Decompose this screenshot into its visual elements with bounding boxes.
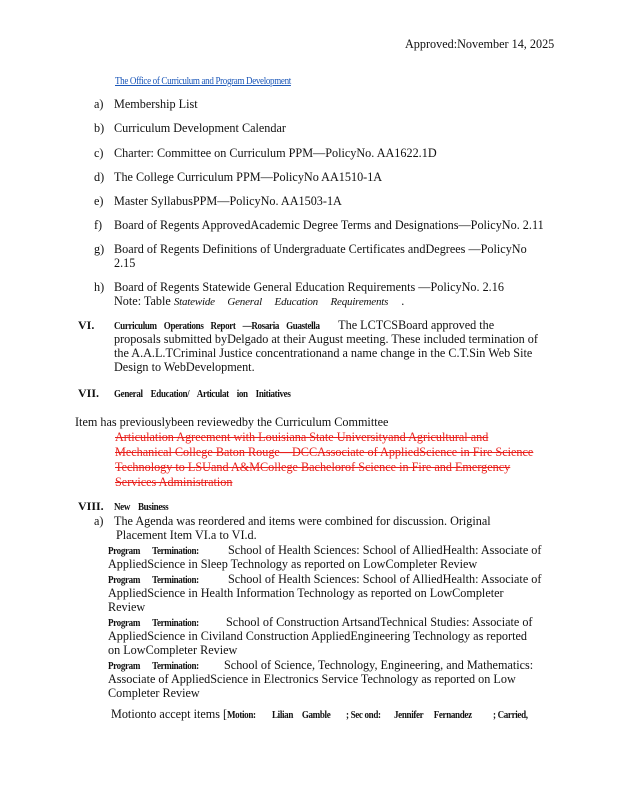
new-business-item-a-label: a)	[94, 514, 104, 528]
section-heading-line	[114, 386, 319, 402]
motion-by: Lilian Gamble	[271, 710, 330, 721]
list-text[interactable]: Membership List	[114, 97, 198, 111]
struck-text: Articulation Agreement with Louisiana State Universityand Agricultural and	[115, 430, 489, 444]
list-item	[94, 280, 504, 308]
list-item	[94, 146, 437, 160]
approval-date: Approved:November 14, 2025	[405, 37, 555, 51]
section-title: New Business	[114, 502, 169, 513]
termination-text: School of Construction ArtsandTechnical Studies: Associate of	[226, 615, 533, 629]
section-numeral: VI.	[78, 318, 95, 332]
list-label: d)	[94, 170, 105, 184]
termination-text: School of Health Sciences: School of AlliedHealth: Associate of	[228, 543, 542, 557]
section-text: proposals submitted byDelgado at their August meeting. These included termination of	[114, 332, 538, 346]
list-label: g)	[94, 242, 105, 256]
list-label: e)	[94, 194, 104, 208]
struck-text: Mechanical College Baton Rouge—DCCAssociate of AppliedScience in Fire Science	[115, 445, 534, 459]
termination-label: Program Termination:	[108, 546, 199, 557]
list-item	[94, 170, 383, 184]
list-text[interactable]: Master SyllabusPPM—PolicyNo. AA1503-1A	[114, 194, 342, 208]
second-by: Jennifer Fernandez	[393, 710, 472, 721]
office-link-text[interactable]: The Office of Curriculum and Program Development	[115, 76, 291, 87]
list-item	[94, 218, 544, 232]
note-prefix: Note: Table	[114, 294, 171, 308]
list-text-continued: 2.15	[114, 256, 136, 270]
struck-text: Services Administration	[115, 475, 233, 489]
termination-text: Completer Review	[108, 686, 200, 700]
section-text: Design to WebDevelopment.	[114, 360, 255, 374]
section-title: General Education/ Articulat ion Initiatives	[114, 389, 291, 400]
list-text[interactable]: Charter: Committee on Curriculum PPM—PolicyNo. AA1622.1D	[114, 146, 437, 160]
list-label: b)	[94, 121, 105, 135]
review-note: Item has previouslybeen reviewedby the Curriculum Committee	[75, 415, 389, 429]
office-link[interactable]	[115, 73, 320, 89]
list-text[interactable]: The College Curriculum PPM—PolicyNo AA1510-1A	[114, 170, 383, 184]
list-text[interactable]: Board of Regents ApprovedAcademic Degree Terms and Designations—PolicyNo. 2.11	[114, 218, 544, 232]
list-label: c)	[94, 146, 104, 160]
termination-text: AppliedScience in Civiland Construction AppliedEngineering Technology as reported	[108, 629, 527, 643]
termination-label: Program Termination:	[108, 661, 199, 672]
new-business-item-a-text: The Agenda was reordered and items were combined for discussion. Original	[114, 514, 491, 528]
struck-text: Technology to LSUand A&MCollege Bachelorof Science in Fire and Emergency	[115, 460, 511, 474]
list-label: a)	[94, 97, 104, 111]
section-title: Curriculum Operations Report —Rosaria Guastella	[114, 321, 320, 332]
section-heading-line	[114, 499, 177, 515]
motion-line	[111, 707, 534, 723]
termination-text: School of Science, Technology, Engineering, and Mathematics:	[224, 658, 534, 672]
section-text: The LCTCSBoard approved the	[338, 318, 495, 332]
note-table-name: Statewide General Education Requirements	[173, 296, 389, 308]
new-business-item-a-text: Placement Item VI.a to VI.d.	[116, 528, 257, 542]
termination-text: AppliedScience in Health Information Technology as reported on LowCompleter	[108, 586, 504, 600]
section-numeral: VII.	[78, 386, 100, 400]
list-item	[94, 242, 527, 270]
carried-label: ; Carried,	[493, 710, 528, 721]
termination-text: AppliedScience in Sleep Technology as reported on LowCompleter Review	[108, 557, 478, 571]
list-text[interactable]: Board of Regents Definitions of Undergraduate Certificates andDegrees —PolicyNo	[114, 242, 527, 256]
motion-lead: Motionto accept items [	[111, 707, 228, 721]
list-item	[94, 97, 198, 111]
list-text[interactable]: Board of Regents Statewide General Education Requirements —PolicyNo. 2.16	[114, 280, 504, 294]
termination-label: Program Termination:	[108, 618, 199, 629]
motion-label: Motion:	[227, 710, 256, 721]
termination-text: School of Health Sciences: School of AlliedHealth: Associate of	[228, 572, 542, 586]
list-item	[94, 121, 286, 135]
termination-label: Program Termination:	[108, 575, 199, 586]
second-label: ; Sec ond:	[346, 710, 382, 721]
note-suffix: .	[401, 294, 405, 308]
list-note	[114, 294, 404, 309]
termination-text: Associate of AppliedScience in Electronics Service Technology as reported on Low	[108, 672, 516, 686]
termination-text: Review	[108, 600, 146, 614]
termination-text: on LowCompleter Review	[108, 643, 238, 657]
section-text: the A.A.L.TCriminal Justice concentrationand a name change in the C.T.Sin Web Site	[114, 346, 533, 360]
list-label: f)	[94, 218, 103, 232]
list-item	[94, 194, 342, 208]
list-text[interactable]: Curriculum Development Calendar	[114, 121, 286, 135]
section-numeral: VIII.	[78, 499, 104, 513]
list-label: h)	[94, 280, 105, 294]
